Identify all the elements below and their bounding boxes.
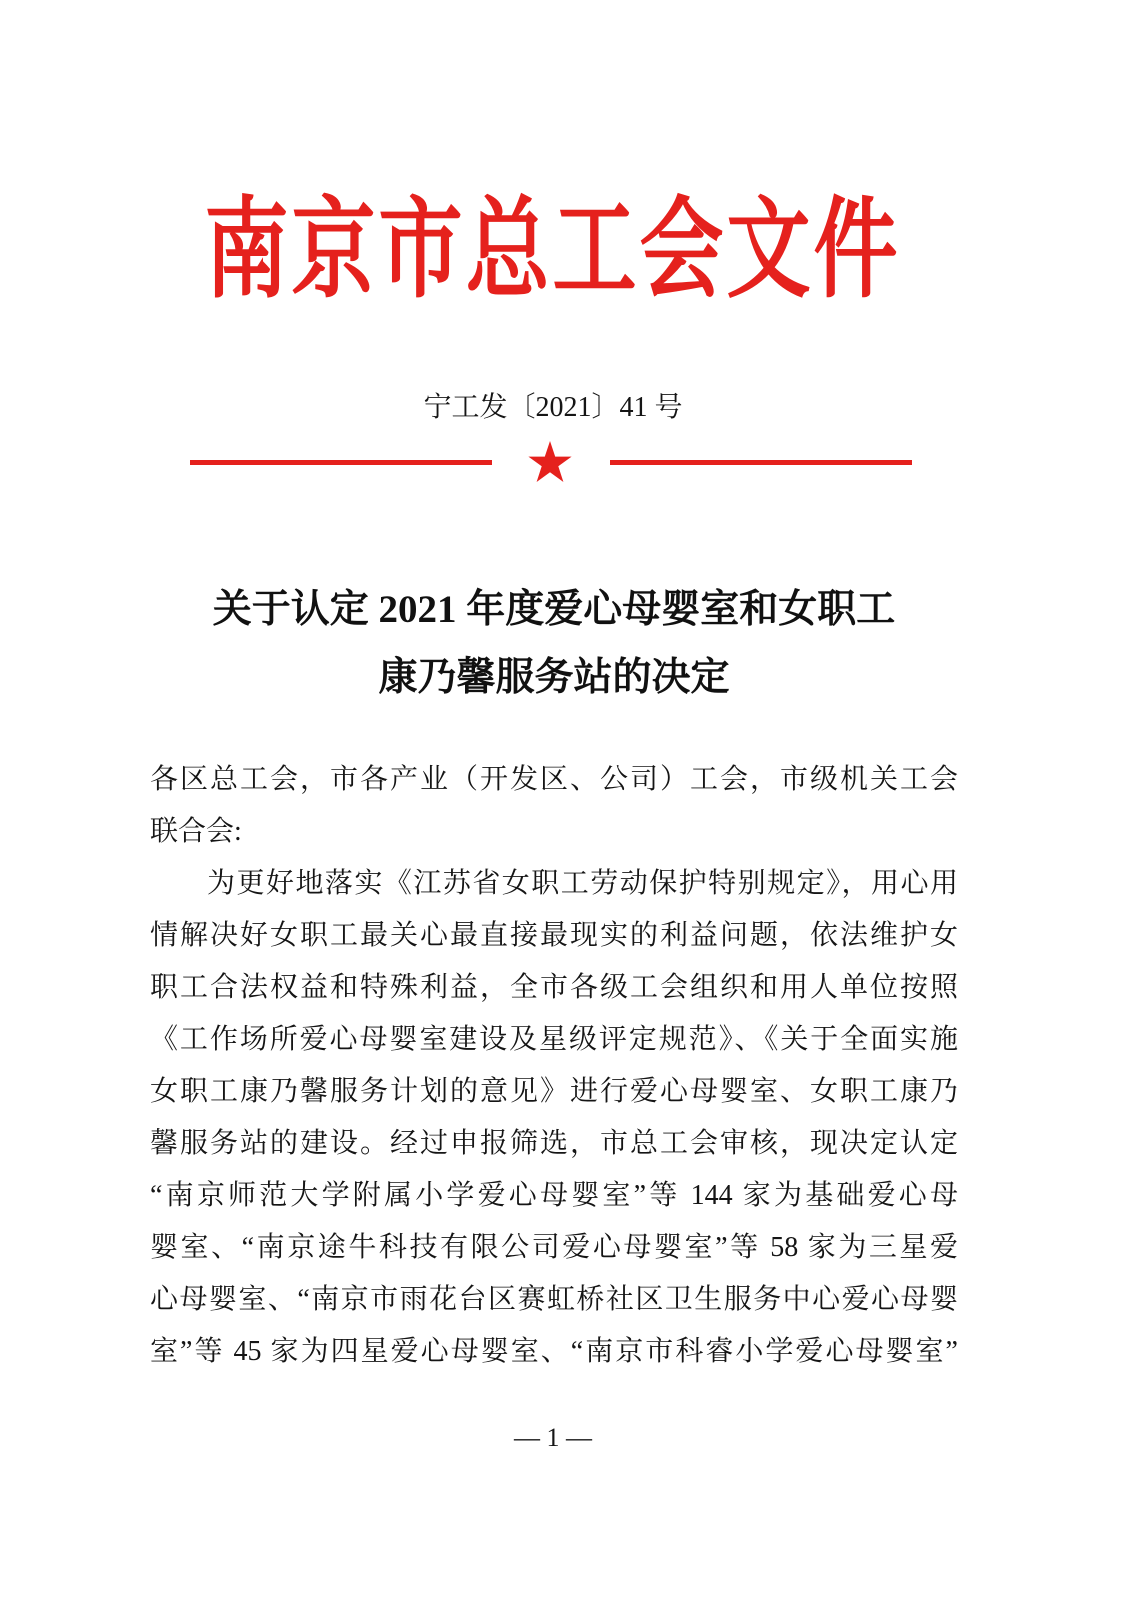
- paragraph-line: 为更好地落实《江苏省女职工劳动保护特别规定》，用心用: [207, 868, 958, 899]
- paragraph-line: 《工作场所爱心母婴室建设及星级评定规范》、《关于全面实施: [150, 1024, 958, 1055]
- paragraph-line: 女职工康乃馨服务计划的意见》进行爱心母婴室、女职工康乃: [150, 1076, 958, 1107]
- star-icon: [526, 439, 574, 487]
- paragraph-line: 室”等 45 家为四星爱心母婴室、“南京市科睿小学爱心母婴室”: [150, 1336, 958, 1367]
- salutation-line: 各区总工会，市各产业（开发区、公司）工会，市级机关工会: [150, 764, 958, 795]
- page-number: — 1 —: [514, 1423, 592, 1452]
- red-rule-left: [190, 460, 492, 465]
- red-rule-right: [610, 460, 912, 465]
- paragraph-line: 职工合法权益和特殊利益，全市各级工会组织和用人单位按照: [150, 972, 958, 1003]
- masthead-title: 南京市总工会文件: [204, 190, 901, 312]
- document-body: [150, 754, 958, 1378]
- paragraph-line: 心母婴室、“南京市雨花台区赛虹桥社区卫生服务中心爱心母婴: [150, 1284, 958, 1315]
- paragraph-line: “南京师范大学附属小学爱心母婴室”等 144 家为基础爱心母: [150, 1180, 958, 1211]
- document-title-line-2: 康乃馨服务站的决定: [378, 656, 730, 699]
- paragraph-line: 情解决好女职工最关心最直接最现实的利益问题，依法维护女: [150, 920, 958, 951]
- document-title-line-1: 关于认定 2021 年度爱心母婴室和女职工: [212, 588, 896, 631]
- paragraph-line: 婴室、“南京途牛科技有限公司爱心母婴室”等 58 家为三星爱: [150, 1232, 958, 1263]
- paragraph-line: 馨服务站的建设。经过申报筛选，市总工会审核，现决定认定: [150, 1128, 958, 1159]
- document-number: 宁工发〔2021〕41 号: [423, 392, 683, 423]
- salutation-line: 联合会:: [150, 816, 242, 847]
